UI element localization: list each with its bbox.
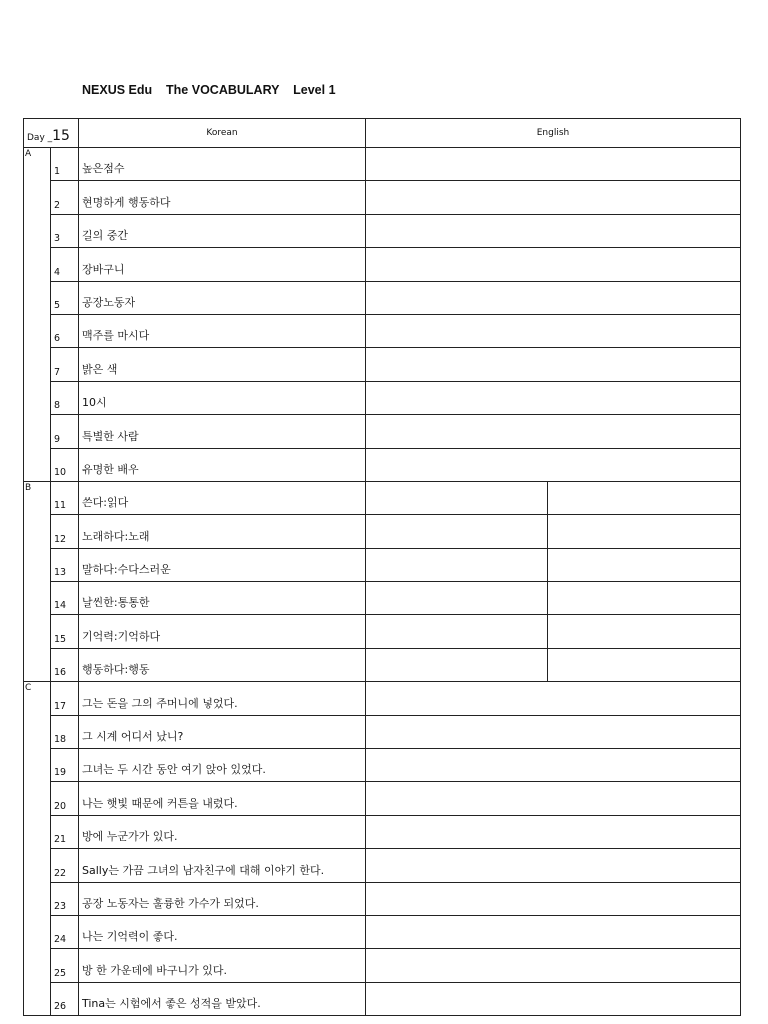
korean-text: 쓴다:읽다 xyxy=(79,481,366,514)
english-answer-cell[interactable] xyxy=(366,815,741,848)
english-answer-cell[interactable] xyxy=(366,348,741,381)
korean-text: 밝은 색 xyxy=(79,348,366,381)
korean-text: 높은점수 xyxy=(79,148,366,181)
english-answer-cell[interactable] xyxy=(366,782,741,815)
english-answer-cell[interactable] xyxy=(366,949,741,982)
english-answer-cell[interactable] xyxy=(366,381,741,414)
english-answer-cell-2[interactable] xyxy=(548,648,741,681)
table-row xyxy=(24,849,741,882)
table-row xyxy=(24,782,741,815)
item-number: 17 xyxy=(51,682,79,715)
item-number: 14 xyxy=(51,582,79,615)
table-row xyxy=(24,281,741,314)
english-answer-cell-2[interactable] xyxy=(548,548,741,581)
day-number: 15 xyxy=(52,128,70,144)
korean-text: 길의 중간 xyxy=(79,214,366,247)
english-answer-cell[interactable] xyxy=(366,148,741,181)
english-answer-cell[interactable] xyxy=(366,982,741,1015)
table-row xyxy=(24,448,741,481)
korean-text: 행동하다:행동 xyxy=(79,648,366,681)
item-number: 12 xyxy=(51,515,79,548)
item-number: 2 xyxy=(51,181,79,214)
korean-text: 날씬한:통통한 xyxy=(79,582,366,615)
table-row xyxy=(24,648,741,681)
english-answer-cell[interactable] xyxy=(366,248,741,281)
table-row xyxy=(24,682,741,715)
table-row xyxy=(24,715,741,748)
day-label: Day _ xyxy=(27,133,53,143)
english-column-header: English xyxy=(366,119,741,148)
english-answer-cell[interactable] xyxy=(366,181,741,214)
table-row xyxy=(24,615,741,648)
english-answer-cell[interactable] xyxy=(366,882,741,915)
korean-text: 그녀는 두 시간 동안 여기 앉아 있었다. xyxy=(79,749,366,782)
table-row xyxy=(24,214,741,247)
korean-text: 나는 햇빛 때문에 커튼을 내렸다. xyxy=(79,782,366,815)
english-answer-cell[interactable] xyxy=(366,749,741,782)
korean-text: 방에 누군가가 있다. xyxy=(79,815,366,848)
table-row xyxy=(24,415,741,448)
english-answer-cell[interactable] xyxy=(366,281,741,314)
item-number: 21 xyxy=(51,815,79,848)
item-number: 25 xyxy=(51,949,79,982)
table-row xyxy=(24,949,741,982)
item-number: 24 xyxy=(51,915,79,948)
item-number: 18 xyxy=(51,715,79,748)
table-row xyxy=(24,381,741,414)
table-row xyxy=(24,515,741,548)
english-answer-cell-1[interactable] xyxy=(366,481,548,514)
korean-text: Sally는 가끔 그녀의 남자친구에 대해 이야기 한다. xyxy=(79,849,366,882)
table-row xyxy=(24,314,741,347)
item-number: 3 xyxy=(51,214,79,247)
english-answer-cell-2[interactable] xyxy=(548,582,741,615)
item-number: 6 xyxy=(51,314,79,347)
table-row xyxy=(24,582,741,615)
english-answer-cell-1[interactable] xyxy=(366,548,548,581)
korean-text: 맥주를 마시다 xyxy=(79,314,366,347)
day-cell xyxy=(24,119,79,148)
table-row xyxy=(24,749,741,782)
table-row xyxy=(24,248,741,281)
item-number: 5 xyxy=(51,281,79,314)
item-number: 23 xyxy=(51,882,79,915)
table-row xyxy=(24,181,741,214)
item-number: 26 xyxy=(51,982,79,1015)
table-header-row xyxy=(24,119,741,148)
korean-text: 10시 xyxy=(79,381,366,414)
korean-text: 공장노동자 xyxy=(79,281,366,314)
table-row xyxy=(24,548,741,581)
english-answer-cell[interactable] xyxy=(366,715,741,748)
korean-column-header: Korean xyxy=(79,119,366,148)
item-number: 15 xyxy=(51,615,79,648)
korean-text: 유명한 배우 xyxy=(79,448,366,481)
item-number: 4 xyxy=(51,248,79,281)
item-number: 19 xyxy=(51,749,79,782)
korean-text: 그 시계 어디서 났니? xyxy=(79,715,366,748)
korean-text: 말하다:수다스러운 xyxy=(79,548,366,581)
korean-text: 공장 노동자는 훌륭한 가수가 되었다. xyxy=(79,882,366,915)
worksheet-title: NEXUS Edu The VOCABULARY Level 1 xyxy=(82,83,336,97)
item-number: 13 xyxy=(51,548,79,581)
table-row xyxy=(24,882,741,915)
item-number: 9 xyxy=(51,415,79,448)
section-label: B xyxy=(24,481,51,681)
korean-text: 장바구니 xyxy=(79,248,366,281)
korean-text: 기억력:기억하다 xyxy=(79,615,366,648)
table-row xyxy=(24,815,741,848)
english-answer-cell-2[interactable] xyxy=(548,515,741,548)
english-answer-cell[interactable] xyxy=(366,915,741,948)
item-number: 22 xyxy=(51,849,79,882)
item-number: 7 xyxy=(51,348,79,381)
korean-text: 현명하게 행동하다 xyxy=(79,181,366,214)
english-answer-cell[interactable] xyxy=(366,448,741,481)
item-number: 10 xyxy=(51,448,79,481)
english-answer-cell-1[interactable] xyxy=(366,515,548,548)
korean-text: Tina는 시험에서 좋은 성적을 받았다. xyxy=(79,982,366,1015)
table-row xyxy=(24,481,741,514)
table-row xyxy=(24,915,741,948)
item-number: 11 xyxy=(51,481,79,514)
korean-text: 나는 기억력이 좋다. xyxy=(79,915,366,948)
english-answer-cell-1[interactable] xyxy=(366,648,548,681)
section-label: A xyxy=(24,148,51,482)
korean-text: 노래하다:노래 xyxy=(79,515,366,548)
table-row xyxy=(24,348,741,381)
english-answer-cell-2[interactable] xyxy=(548,615,741,648)
korean-text: 그는 돈을 그의 주머니에 넣었다. xyxy=(79,682,366,715)
item-number: 16 xyxy=(51,648,79,681)
korean-text: 특별한 사람 xyxy=(79,415,366,448)
english-answer-cell[interactable] xyxy=(366,314,741,347)
english-answer-cell[interactable] xyxy=(366,682,741,715)
korean-text: 방 한 가운데에 바구니가 있다. xyxy=(79,949,366,982)
english-answer-cell-1[interactable] xyxy=(366,582,548,615)
vocabulary-table xyxy=(23,118,741,1016)
table-row xyxy=(24,982,741,1015)
table-row xyxy=(24,148,741,181)
item-number: 8 xyxy=(51,381,79,414)
english-answer-cell-1[interactable] xyxy=(366,615,548,648)
item-number: 1 xyxy=(51,148,79,181)
english-answer-cell[interactable] xyxy=(366,214,741,247)
english-answer-cell-2[interactable] xyxy=(548,481,741,514)
section-label: C xyxy=(24,682,51,1016)
english-answer-cell[interactable] xyxy=(366,849,741,882)
english-answer-cell[interactable] xyxy=(366,415,741,448)
item-number: 20 xyxy=(51,782,79,815)
